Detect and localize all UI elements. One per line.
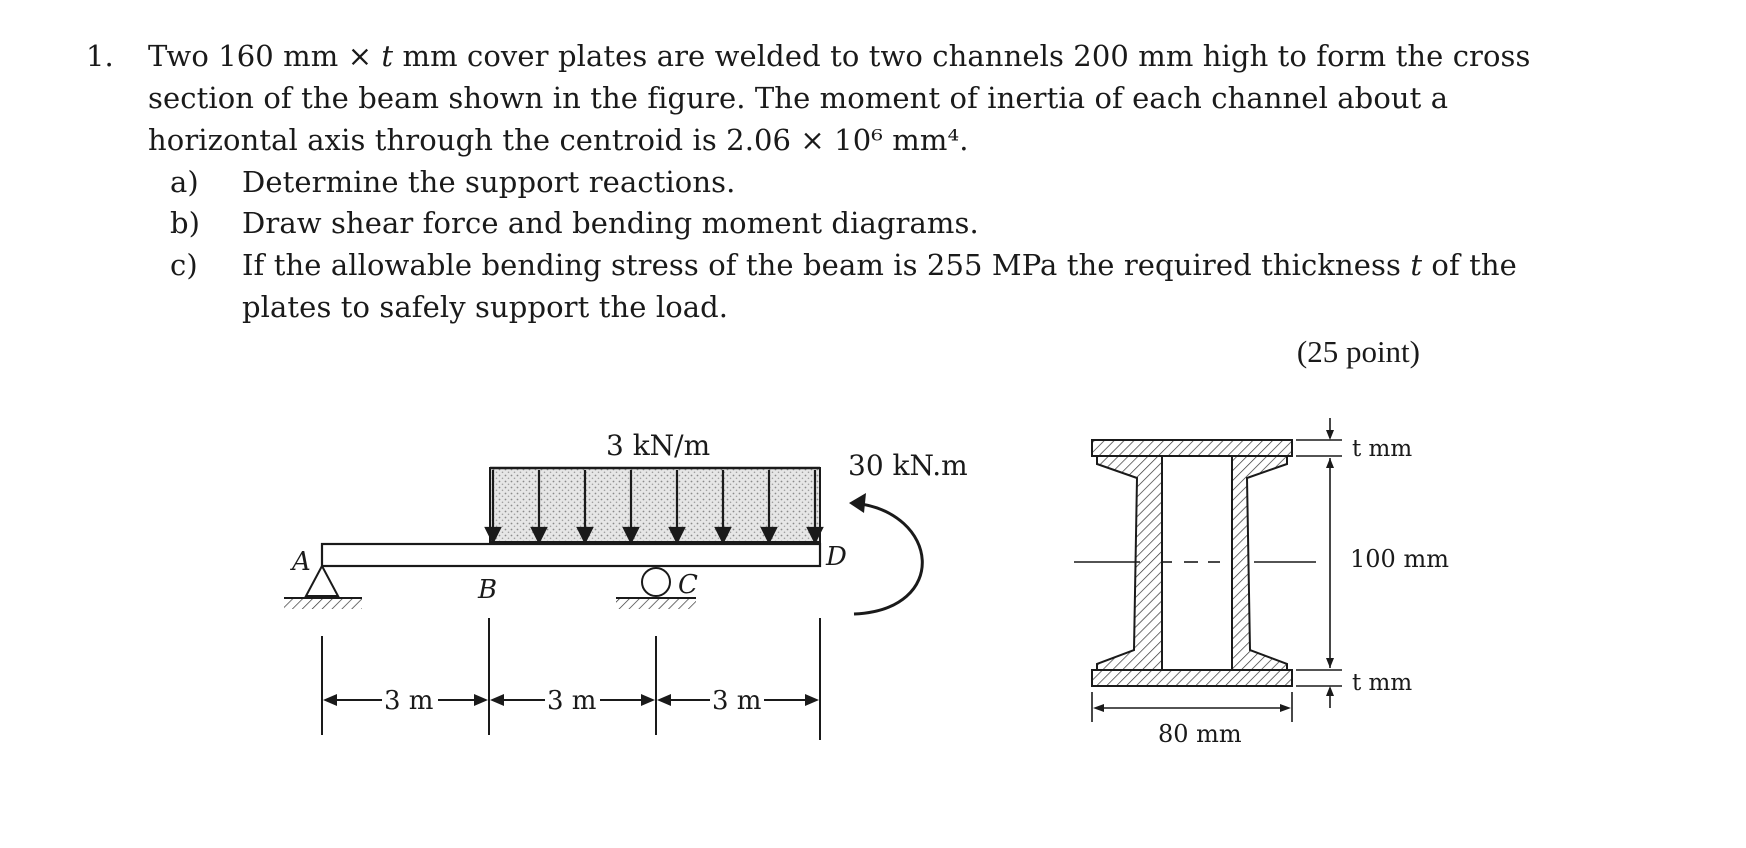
section-width-label: 80 mm [1158,720,1242,748]
part-c-after: of the [1422,248,1517,282]
part-b-label: b) [170,206,201,240]
span-bc-label: 3 m [547,686,597,716]
point-d-label: D [826,542,847,572]
moment-label: 30 kN.m [848,449,968,482]
statement-line-3: horizontal axis through the centroid is 2.06 × 10⁶ mm⁴. [148,123,969,157]
part-a-label: a) [170,165,199,199]
statement-line-1-after: mm cover plates are welded to two channels 200 mm high to form the cross [393,39,1531,73]
span-cd-label: 3 m [712,686,762,716]
points-label: (25 point) [1296,334,1420,369]
part-b-text: Draw shear force and bending moment diagrams. [242,206,979,240]
section-width-dimension [1092,692,1292,722]
bottom-plate-thickness-label: t mm [1352,670,1413,696]
point-b-label: B [478,575,498,605]
point-a-label: A [292,547,311,577]
part-c-before: If the allowable bending stress of the beam is 255 MPa the required thickness [242,248,1411,282]
top-cover-plate [1092,440,1292,456]
load-label: 3 kN/m [606,429,711,462]
section-height-label: 100 mm [1350,545,1449,573]
bottom-cover-plate [1092,670,1292,686]
variable-t: t [1410,248,1423,282]
point-c-label: C [678,570,698,600]
part-c-text-line-2: plates to safely support the load. [242,290,729,324]
variable-t: t [381,39,394,73]
statement-line-1-before: Two 160 mm × [148,39,382,73]
section-height-dimension [1296,418,1342,708]
top-plate-thickness-label: t mm [1352,436,1413,462]
span-ab-label: 3 m [384,686,434,716]
part-c-label: c) [170,248,198,282]
statement-line-2: section of the beam shown in the figure. The moment of inertia of each channel about a [148,81,1449,115]
problem-number: 1. [86,39,114,73]
part-a-text: Determine the support reactions. [242,165,736,199]
